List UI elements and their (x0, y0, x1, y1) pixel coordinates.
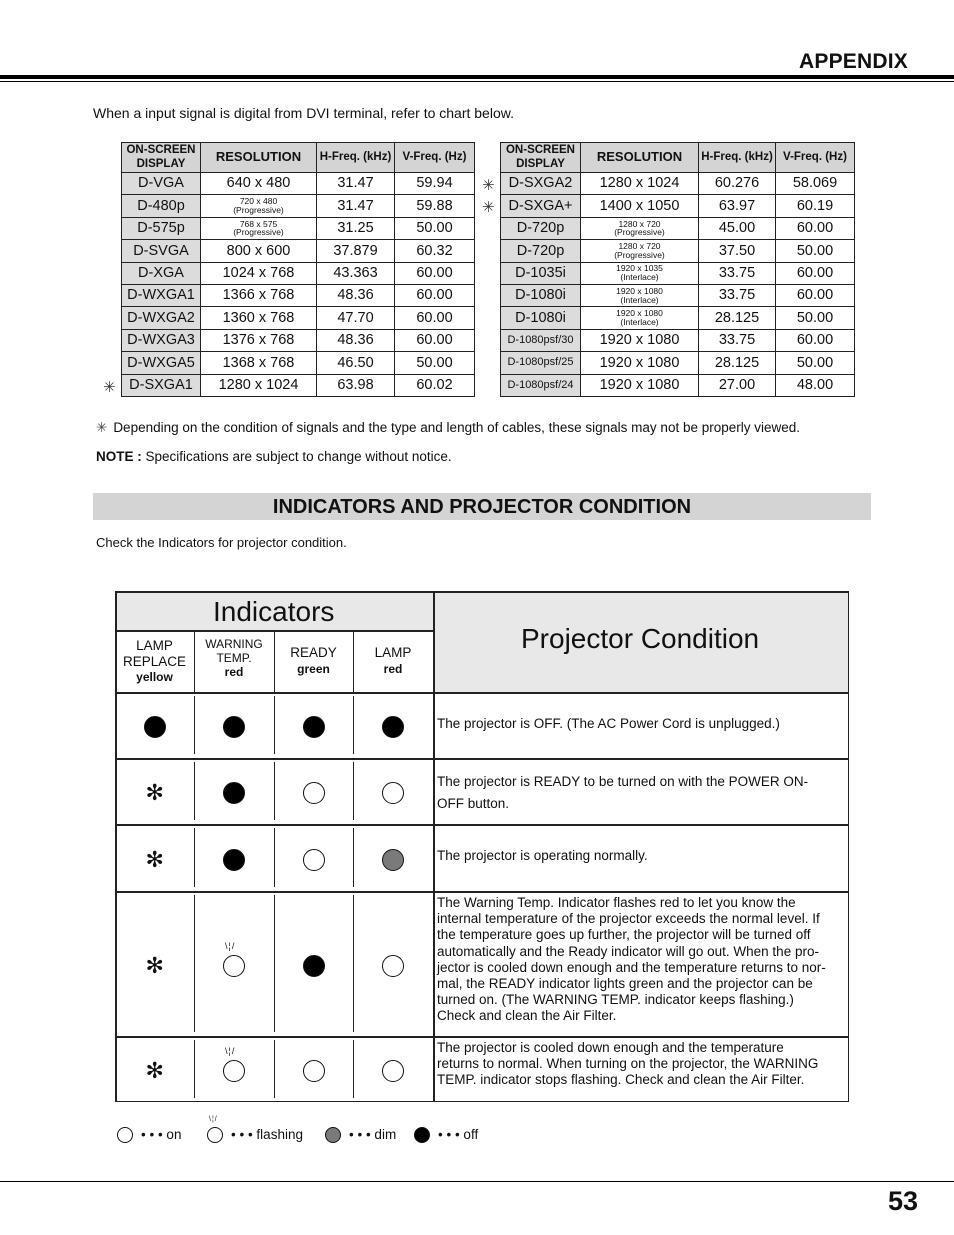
table-row (122, 307, 475, 329)
table-line (353, 696, 354, 754)
off-indicator-icon (223, 782, 245, 804)
column-color: green (297, 661, 330, 676)
display-cell: D-1080psf/30 (501, 329, 581, 351)
check-text: Check the Indicators for projector condition. (96, 535, 347, 550)
table-row (501, 284, 855, 306)
indicator-table (115, 591, 849, 1102)
display-cell: D-1035i (501, 262, 581, 284)
indicator-column-label (353, 645, 433, 676)
vfreq-cell: 58.069 (776, 173, 855, 195)
vfreq-cell: 48.00 (776, 374, 855, 396)
table-row (122, 217, 475, 239)
table-line (115, 1101, 849, 1103)
table-row (501, 217, 855, 239)
vfreq-cell: 50.00 (395, 352, 475, 374)
table-line (433, 591, 435, 1102)
vfreq-cell: 50.00 (776, 307, 855, 329)
display-cell: D-575p (122, 217, 201, 239)
vfreq-cell: 60.00 (395, 284, 475, 306)
indicators-title: Indicators (213, 596, 335, 627)
condition-text: The Warning Temp. Indicator flashes red to let you know the internal temperature of the projector exceeds the normal level. If the temperature goes up further, the projector will be turned off automatically and the Ready indicator will go out. When the pro- jector is cooled down enough and the temperature returns to nor- mal, the READY indicator lights green and the projector can be turned on. (The WARNING TEMP. indicator keeps flashing.) Check and clean the Air Filter. (437, 895, 826, 1024)
resolution-cell: 1920 x 1080 (581, 352, 699, 374)
vfreq-cell: 59.94 (395, 173, 475, 195)
table-row (122, 284, 475, 306)
section-bar (93, 493, 871, 520)
legend-label: • • • dim (349, 1127, 397, 1142)
table-line (194, 762, 195, 820)
off-indicator-icon (414, 1127, 430, 1143)
hfreq-cell: 37.879 (317, 240, 395, 262)
resolution-cell: 1920 x 1080 (Interlace) (581, 284, 699, 306)
vfreq-cell: 60.00 (395, 262, 475, 284)
note-label: NOTE : (96, 449, 142, 464)
asterisk-icon: ✳ (482, 177, 495, 194)
vfreq-cell: 50.00 (395, 217, 475, 239)
resolution-cell: 640 x 480 (201, 173, 317, 195)
hfreq-cell: 47.70 (317, 307, 395, 329)
table-line (353, 762, 354, 820)
display-cell: D-1080i (501, 284, 581, 306)
off-indicator-icon (303, 716, 325, 738)
indicator-column-label (194, 638, 274, 679)
resolution-cell: 1920 x 1080 (581, 374, 699, 396)
flashing-indicator-icon (223, 955, 245, 977)
condition-text: The projector is READY to be turned on with the POWER ON- OFF button. (437, 774, 809, 811)
table-line (848, 591, 850, 1102)
display-cell: D-SVGA (122, 240, 201, 262)
hfreq-cell: 33.75 (699, 284, 776, 306)
display-cell: D-WXGA1 (122, 284, 201, 306)
on-indicator-icon (382, 782, 404, 804)
condition-text: The projector is operating normally. (437, 848, 648, 863)
table-line (274, 828, 275, 887)
col-header-display: ON-SCREEN DISPLAY (122, 143, 201, 173)
table-line (353, 828, 354, 887)
table-row (122, 173, 475, 195)
table-row (122, 352, 475, 374)
legend-label: • • • flashing (231, 1127, 303, 1142)
vfreq-cell: 60.32 (395, 240, 475, 262)
vfreq-cell: 60.02 (395, 374, 475, 396)
table-line (115, 758, 849, 760)
table-line (115, 891, 849, 893)
display-cell: D-WXGA5 (122, 352, 201, 374)
on-indicator-icon (382, 1060, 404, 1082)
display-cell: D-1080psf/25 (501, 352, 581, 374)
table-row (122, 240, 475, 262)
table-row (501, 374, 855, 396)
col-header-vfreq: V-Freq. (Hz) (395, 143, 475, 173)
col-header-resolution: RESOLUTION (201, 143, 317, 173)
page-number: 53 (887, 1186, 918, 1216)
col-header-hfreq: H-Freq. (kHz) (317, 143, 395, 173)
resolution-cell: 1920 x 1035 (Interlace) (581, 262, 699, 284)
asterisk-icon: ✳ (96, 420, 108, 435)
signal-table-left (121, 142, 475, 397)
section-title: INDICATORS AND PROJECTOR CONDITION (272, 496, 692, 518)
legend-label: • • • off (438, 1127, 479, 1142)
on-indicator-icon (117, 1127, 133, 1143)
condition-text: The projector is OFF. (The AC Power Cord is unplugged.) (437, 716, 780, 731)
hfreq-cell: 28.125 (699, 352, 776, 374)
hfreq-cell: 33.75 (699, 329, 776, 351)
hfreq-cell: 63.97 (699, 195, 776, 217)
table-line (274, 1040, 275, 1098)
table-line (194, 696, 195, 754)
off-indicator-icon (382, 716, 404, 738)
on-indicator-icon (303, 1060, 325, 1082)
flash-rays-icon: \¦/ (225, 940, 236, 951)
vfreq-cell: 59.88 (395, 195, 475, 217)
flash-rays-icon: \¦/ (209, 1116, 218, 1123)
display-cell: D-WXGA2 (122, 307, 201, 329)
table-row (122, 262, 475, 284)
hfreq-cell: 31.47 (317, 173, 395, 195)
on-indicator-icon (382, 955, 404, 977)
resolution-cell: 1280 x 1024 (201, 374, 317, 396)
asterisk-icon: ✻ (145, 1058, 164, 1083)
hfreq-cell: 31.47 (317, 195, 395, 217)
vfreq-cell: 60.00 (776, 217, 855, 239)
legend-label: • • • on (141, 1127, 182, 1142)
hfreq-cell: 63.98 (317, 374, 395, 396)
on-indicator-icon (303, 782, 325, 804)
display-cell: D-XGA (122, 262, 201, 284)
col-header-hfreq: H-Freq. (kHz) (699, 143, 776, 173)
hfreq-cell: 48.36 (317, 329, 395, 351)
table-row (122, 329, 475, 351)
condition-text: The projector is cooled down enough and the temperature returns to normal. When turning on the projector, the WARNING TEMP. indicator stops flashing. Check and clean the Air Filter. (437, 1040, 819, 1088)
resolution-cell: 1376 x 768 (201, 329, 317, 351)
display-cell: D-WXGA3 (122, 329, 201, 351)
asterisk-icon: ✳ (482, 199, 495, 217)
column-name: READY (290, 645, 337, 660)
display-cell: D-SXGA1 (122, 374, 201, 396)
note (96, 449, 452, 464)
table-line (274, 696, 275, 754)
off-indicator-icon (144, 716, 166, 738)
indicator-column-label (274, 645, 353, 676)
footnote (96, 420, 800, 436)
hfreq-cell: 43.363 (317, 262, 395, 284)
hfreq-cell: 46.50 (317, 352, 395, 374)
table-line (115, 1036, 849, 1038)
column-name: LAMP REPLACE (122, 638, 187, 669)
display-cell: D-1080psf/24 (501, 374, 581, 396)
display-cell: D-SXGA+ (501, 195, 581, 217)
section-header: APPENDIX (799, 50, 908, 73)
table-line (353, 1040, 354, 1098)
dim-indicator-icon (325, 1127, 341, 1143)
display-cell: D-SXGA2 (501, 173, 581, 195)
vfreq-cell: 60.19 (776, 195, 855, 217)
table-row (501, 173, 855, 195)
asterisk-icon: ✻ (145, 846, 164, 872)
display-cell: D-1080i (501, 307, 581, 329)
column-color: red (383, 661, 403, 676)
display-cell: D-720p (501, 240, 581, 262)
note-text: Specifications are subject to change without notice. (141, 449, 452, 464)
resolution-cell: 720 x 480 (Progressive) (201, 195, 317, 217)
resolution-cell: 1920 x 1080 (Interlace) (581, 307, 699, 329)
table-line (194, 828, 195, 887)
dim-indicator-icon (382, 849, 404, 871)
resolution-cell: 1280 x 720 (Progressive) (581, 217, 699, 239)
hfreq-cell: 28.125 (699, 307, 776, 329)
off-indicator-icon (223, 849, 245, 871)
hfreq-cell: 33.75 (699, 262, 776, 284)
col-header-resolution: RESOLUTION (581, 143, 699, 173)
condition-title: Projector Condition (521, 623, 760, 654)
resolution-cell: 1400 x 1050 (581, 195, 699, 217)
header-rule-thin (0, 81, 954, 82)
table-line (274, 762, 275, 820)
off-indicator-icon (223, 716, 245, 738)
off-indicator-icon (303, 955, 325, 977)
hfreq-cell: 37.50 (699, 240, 776, 262)
col-header-vfreq: V-Freq. (Hz) (776, 143, 855, 173)
asterisk-icon: ✻ (145, 780, 164, 805)
indicator-column-label (115, 638, 194, 685)
display-cell: D-VGA (122, 173, 201, 195)
resolution-cell: 800 x 600 (201, 240, 317, 262)
intro-text: When a input signal is digital from DVI terminal, refer to chart below. (93, 105, 514, 121)
resolution-cell: 768 x 575 (Progressive) (201, 217, 317, 239)
vfreq-cell: 60.00 (776, 284, 855, 306)
vfreq-cell: 60.00 (776, 262, 855, 284)
footnote-text: Depending on the condition of signals and the type and length of cables, these signals may not be properly viewed. (113, 420, 801, 435)
column-name: WARNING TEMP. (205, 637, 263, 665)
hfreq-cell: 45.00 (699, 217, 776, 239)
table-row (501, 329, 855, 351)
table-row (501, 352, 855, 374)
display-cell: D-480p (122, 195, 201, 217)
flashing-indicator-icon (207, 1127, 223, 1143)
vfreq-cell: 60.00 (395, 329, 475, 351)
resolution-cell: 1920 x 1080 (581, 329, 699, 351)
col-header-display: ON-SCREEN DISPLAY (501, 143, 581, 173)
resolution-cell: 1368 x 768 (201, 352, 317, 374)
table-line (115, 692, 849, 694)
resolution-cell: 1024 x 768 (201, 262, 317, 284)
table-line (274, 895, 275, 1032)
resolution-cell: 1366 x 768 (201, 284, 317, 306)
column-color: red (224, 664, 244, 679)
hfreq-cell: 27.00 (699, 374, 776, 396)
resolution-cell: 1280 x 1024 (581, 173, 699, 195)
table-row (501, 240, 855, 262)
table-row (122, 374, 475, 396)
signal-table-right (500, 142, 855, 397)
table-line (194, 895, 195, 1032)
asterisk-icon: ✻ (145, 952, 164, 978)
table-line (353, 895, 354, 1032)
flashing-indicator-icon (223, 1060, 245, 1082)
table-row (501, 195, 855, 217)
table-row (501, 262, 855, 284)
table-line (115, 824, 849, 826)
display-cell: D-720p (501, 217, 581, 239)
resolution-cell: 1280 x 720 (Progressive) (581, 240, 699, 262)
vfreq-cell: 50.00 (776, 352, 855, 374)
header-rule (0, 75, 954, 79)
flash-rays-icon: \¦/ (225, 1046, 236, 1056)
asterisk-icon: ✳ (103, 378, 116, 396)
on-indicator-icon (303, 849, 325, 871)
table-line (194, 1040, 195, 1098)
hfreq-cell: 60.276 (699, 173, 776, 195)
column-name: LAMP (374, 645, 412, 660)
table-line (115, 591, 849, 593)
resolution-cell: 1360 x 768 (201, 307, 317, 329)
vfreq-cell: 50.00 (776, 240, 855, 262)
table-row (501, 307, 855, 329)
vfreq-cell: 60.00 (395, 307, 475, 329)
vfreq-cell: 60.00 (776, 329, 855, 351)
hfreq-cell: 31.25 (317, 217, 395, 239)
footer-rule (0, 1181, 954, 1182)
hfreq-cell: 48.36 (317, 284, 395, 306)
table-row (122, 195, 475, 217)
column-color: yellow (136, 670, 173, 685)
